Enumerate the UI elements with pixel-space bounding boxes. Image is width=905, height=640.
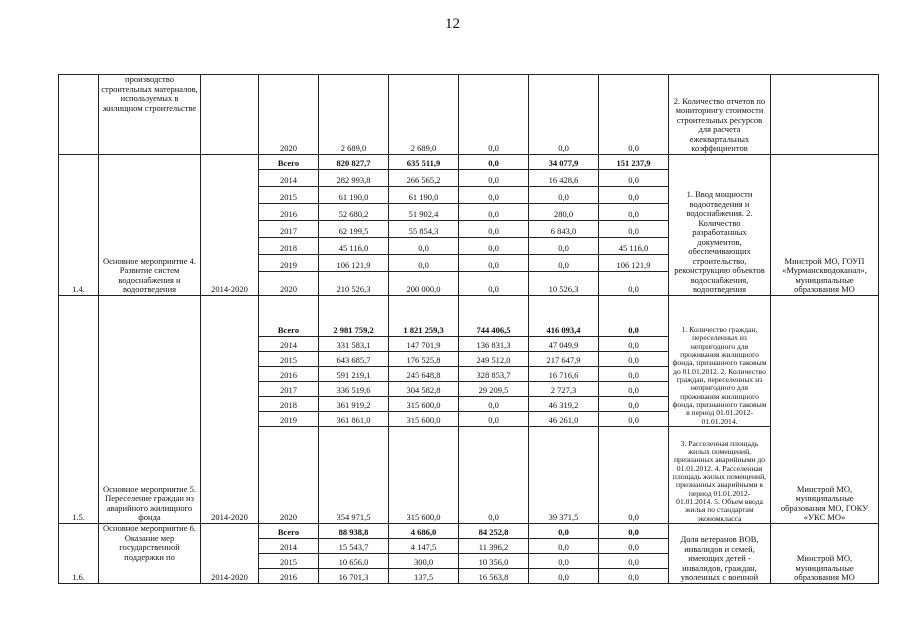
cell-v2: 0,0 bbox=[459, 255, 529, 272]
cell-v3: 416 093,4 bbox=[529, 296, 599, 337]
cell-v4: 0,0 bbox=[599, 539, 669, 554]
cell-v2: 0,0 bbox=[459, 204, 529, 221]
cell-v2: 0,0 bbox=[459, 170, 529, 187]
cell-v2: 0,0 bbox=[459, 221, 529, 238]
cell-v3: 217 647,9 bbox=[529, 352, 599, 367]
cell-v4: 0,0 bbox=[599, 427, 669, 524]
cell-year: 2018 bbox=[259, 238, 319, 255]
cell-total: 282 993,8 bbox=[319, 170, 389, 187]
cell-v4: 45 116,0 bbox=[599, 238, 669, 255]
cell-year: 2016 bbox=[259, 367, 319, 382]
cell-total: 336 519,6 bbox=[319, 382, 389, 397]
cell-v4: 0,0 bbox=[599, 170, 669, 187]
cell-v3: 16 428,6 bbox=[529, 170, 599, 187]
measure-name: Основное мероприятие 6. Оказание мер государственной поддержки по bbox=[99, 524, 201, 584]
cell-v4: 0,0 bbox=[599, 187, 669, 204]
cell-total: 591 219,1 bbox=[319, 367, 389, 382]
cell-v2: 249 512,0 bbox=[459, 352, 529, 367]
cell-total: 210 526,3 bbox=[319, 272, 389, 296]
cell-v2: 29 209,5 bbox=[459, 382, 529, 397]
cell-v1: 4 686,0 bbox=[389, 524, 459, 539]
cell-v1: 147 701,9 bbox=[389, 337, 459, 352]
cell-v3: 39 371,5 bbox=[529, 427, 599, 524]
cell-total: 61 190,0 bbox=[319, 187, 389, 204]
cell-total: 2 689,0 bbox=[319, 75, 389, 155]
cell-v2: 84 252,8 bbox=[459, 524, 529, 539]
result-indicator: Доля ветеранов ВОВ, инвалидов и семей, имеющих детей - инвалидов, граждан, уволенных с военной bbox=[669, 524, 771, 584]
cell-v2: 10 356,0 bbox=[459, 554, 529, 569]
cell-v4: 0,0 bbox=[599, 296, 669, 337]
cell-total: 820 827,7 bbox=[319, 155, 389, 170]
cell-year: 2015 bbox=[259, 352, 319, 367]
cell-total: 106 121,9 bbox=[319, 255, 389, 272]
cell-v1: 315 600,0 bbox=[389, 427, 459, 524]
measure-period: 2014-2020 bbox=[201, 155, 259, 296]
cell-year: 2017 bbox=[259, 221, 319, 238]
cell-total: 16 701,3 bbox=[319, 569, 389, 584]
table-row-continuation bbox=[59, 75, 879, 155]
cell-year: 2014 bbox=[259, 539, 319, 554]
cell-year: 2019 bbox=[259, 412, 319, 427]
executors: Минстрой МО, муниципальные образования МО, ГОКУ «УКС МО» bbox=[771, 296, 879, 524]
cell-v1: 2 689,0 bbox=[389, 75, 459, 155]
cell-v1: 1 821 259,3 bbox=[389, 296, 459, 337]
table-row bbox=[59, 524, 879, 539]
cell-year: 2014 bbox=[259, 170, 319, 187]
cell-v3: 0,0 bbox=[529, 554, 599, 569]
result-indicator: 2. Количество отчетов по мониторингу стоимости строительных ресурсов для расчета ежеквартальных коэффициентов bbox=[669, 75, 771, 155]
cell-v2: 328 853,7 bbox=[459, 367, 529, 382]
cell-v2: 0,0 bbox=[459, 427, 529, 524]
cell-year: Всего bbox=[259, 524, 319, 539]
cell-v2: 11 396,2 bbox=[459, 539, 529, 554]
cell-total: 15 543,7 bbox=[319, 539, 389, 554]
cell-v2: 0,0 bbox=[459, 155, 529, 170]
cell-v4: 0,0 bbox=[599, 412, 669, 427]
cell-total: 643 685,7 bbox=[319, 352, 389, 367]
measure-number: 1.4. bbox=[59, 155, 99, 296]
measure-name: производство строительных материалов, используемых в жилищном строительстве bbox=[99, 75, 201, 155]
cell-v3: 0,0 bbox=[529, 524, 599, 539]
cell-v1: 4 147,5 bbox=[389, 539, 459, 554]
cell-v2: 0,0 bbox=[459, 187, 529, 204]
cell-executors bbox=[771, 75, 879, 155]
page-number: 12 bbox=[445, 16, 460, 32]
cell-total: 361 919,2 bbox=[319, 397, 389, 412]
cell-total: 361 861,0 bbox=[319, 412, 389, 427]
result-indicator: 1. Ввод мощности водоотведения и водоснабжения. 2. Количество разработанных документов, обеспечивающих строительство, реконструкцию объектов водоснабжения, водоотведения bbox=[669, 155, 771, 296]
cell-total: 2 981 759,2 bbox=[319, 296, 389, 337]
cell-v2: 0,0 bbox=[459, 397, 529, 412]
cell-v1: 300,0 bbox=[389, 554, 459, 569]
table-row bbox=[59, 155, 879, 170]
cell-v3: 0,0 bbox=[529, 75, 599, 155]
cell-year: 2017 bbox=[259, 382, 319, 397]
cell-v4: 0,0 bbox=[599, 204, 669, 221]
cell-v1: 315 600,0 bbox=[389, 412, 459, 427]
cell-v3: 0,0 bbox=[529, 238, 599, 255]
cell-v2: 0,0 bbox=[459, 238, 529, 255]
cell-v4: 0,0 bbox=[599, 352, 669, 367]
cell-v3: 34 077,9 bbox=[529, 155, 599, 170]
result-indicator-continued: 3. Расселенная площадь жилых помещений, признанных аварийными до 01.01.2012. 4. Расселенная площадь жилых помещений, признанных аварийными в период 01.01.2012-01.01.2014. 5. Объем ввода жилья по стандартам экономкласса bbox=[669, 427, 771, 524]
measure-name: Основное мероприятие 5. Переселение граждан из аварийного жилищного фонда bbox=[99, 296, 201, 524]
cell-total: 88 938,8 bbox=[319, 524, 389, 539]
cell-v3: 2 727,3 bbox=[529, 382, 599, 397]
cell-total: 52 680,2 bbox=[319, 204, 389, 221]
cell-v3: 6 843,0 bbox=[529, 221, 599, 238]
cell-v4: 0,0 bbox=[599, 272, 669, 296]
cell-v1: 61 190,0 bbox=[389, 187, 459, 204]
result-indicator: 1. Количество граждан, переселенных из непригодного для проживания жилищного фонда, признанного таковым до 01.01.2012. 2. Количество граждан, переселенных из непригодного для проживания жилищного фонда, признанного таковым в период 01.01.2012-01.01.2014. bbox=[669, 296, 771, 427]
cell-v2: 136 831,3 bbox=[459, 337, 529, 352]
cell-v1: 304 582,8 bbox=[389, 382, 459, 397]
cell-year: 2016 bbox=[259, 569, 319, 584]
cell-v4: 0,0 bbox=[599, 367, 669, 382]
cell-v3: 10 526,3 bbox=[529, 272, 599, 296]
measure-number: 1.6. bbox=[59, 524, 99, 584]
cell-total: 62 199,5 bbox=[319, 221, 389, 238]
cell-total: 45 116,0 bbox=[319, 238, 389, 255]
cell-v3: 0,0 bbox=[529, 569, 599, 584]
cell-v4: 0,0 bbox=[599, 569, 669, 584]
cell-v2: 0,0 bbox=[459, 412, 529, 427]
cell-year: 2015 bbox=[259, 187, 319, 204]
cell-year: 2015 bbox=[259, 554, 319, 569]
cell-v1: 635 511,9 bbox=[389, 155, 459, 170]
cell-number bbox=[59, 75, 99, 155]
cell-year: Всего bbox=[259, 296, 319, 337]
cell-total: 10 656,0 bbox=[319, 554, 389, 569]
cell-v1: 176 525,8 bbox=[389, 352, 459, 367]
cell-v3: 0,0 bbox=[529, 255, 599, 272]
executors: Минстрой МО, муниципальные образования МО bbox=[771, 524, 879, 584]
cell-v1: 51 902,4 bbox=[389, 204, 459, 221]
cell-v1: 315 600,0 bbox=[389, 397, 459, 412]
cell-year: 2020 bbox=[259, 75, 319, 155]
cell-v2: 0,0 bbox=[459, 272, 529, 296]
cell-v1: 0,0 bbox=[389, 255, 459, 272]
cell-v1: 0,0 bbox=[389, 238, 459, 255]
cell-period bbox=[201, 75, 259, 155]
cell-year: 2020 bbox=[259, 272, 319, 296]
cell-v4: 0,0 bbox=[599, 524, 669, 539]
cell-v3: 46 319,2 bbox=[529, 397, 599, 412]
cell-v4: 151 237,9 bbox=[599, 155, 669, 170]
cell-v4: 0,0 bbox=[599, 554, 669, 569]
measure-period: 2014-2020 bbox=[201, 524, 259, 584]
executors: Минстрой МО, ГОУП «Мурманскводоканал», муниципальные образования МО bbox=[771, 155, 879, 296]
program-table bbox=[58, 74, 879, 584]
cell-v1: 137,5 bbox=[389, 569, 459, 584]
cell-v4: 0,0 bbox=[599, 221, 669, 238]
cell-v1: 245 648,8 bbox=[389, 367, 459, 382]
cell-year: 2014 bbox=[259, 337, 319, 352]
cell-v3: 0,0 bbox=[529, 539, 599, 554]
cell-total: 331 583,1 bbox=[319, 337, 389, 352]
cell-v2: 0,0 bbox=[459, 75, 529, 155]
cell-v1: 200 000,0 bbox=[389, 272, 459, 296]
cell-year: 2018 bbox=[259, 397, 319, 412]
cell-v3: 0,0 bbox=[529, 187, 599, 204]
cell-v3: 46 261,0 bbox=[529, 412, 599, 427]
cell-v1: 266 565,2 bbox=[389, 170, 459, 187]
cell-year: 2019 bbox=[259, 255, 319, 272]
cell-v4: 0,0 bbox=[599, 337, 669, 352]
cell-v4: 106 121,9 bbox=[599, 255, 669, 272]
cell-v2: 744 406,5 bbox=[459, 296, 529, 337]
cell-v3: 16 716,6 bbox=[529, 367, 599, 382]
measure-number: 1.5. bbox=[59, 296, 99, 524]
cell-v4: 0,0 bbox=[599, 75, 669, 155]
cell-year: 2020 bbox=[259, 427, 319, 524]
cell-year: Всего bbox=[259, 155, 319, 170]
cell-v2: 16 563,8 bbox=[459, 569, 529, 584]
cell-v3: 47 049,9 bbox=[529, 337, 599, 352]
table-row bbox=[59, 296, 879, 337]
cell-v1: 55 854,3 bbox=[389, 221, 459, 238]
measure-name: Основное мероприятие 4. Развитие систем водоснабжения и водоотведения bbox=[99, 155, 201, 296]
cell-year: 2016 bbox=[259, 204, 319, 221]
cell-v4: 0,0 bbox=[599, 397, 669, 412]
cell-v4: 0,0 bbox=[599, 382, 669, 397]
cell-total: 354 971,5 bbox=[319, 427, 389, 524]
cell-v3: 280,0 bbox=[529, 204, 599, 221]
measure-period: 2014-2020 bbox=[201, 296, 259, 524]
